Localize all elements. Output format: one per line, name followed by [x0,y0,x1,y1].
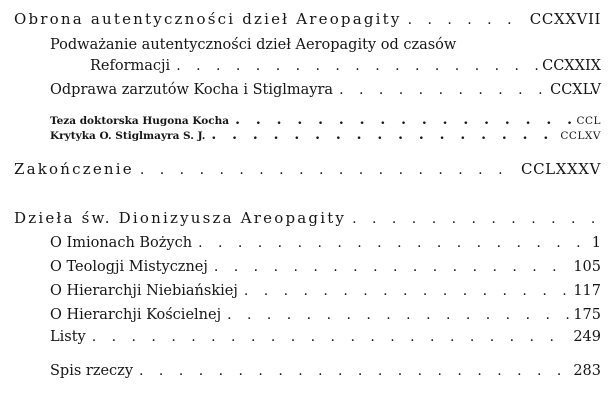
toc-entry-teologja[interactable] [50,259,601,275]
toc-entry-odprawa[interactable] [50,82,601,98]
toc-entry-page: 117 [573,283,601,299]
toc-entry-page: CCL [576,115,601,127]
dot-leader [214,259,569,275]
toc-entry-teza[interactable] [50,112,601,128]
toc-entry-listy[interactable] [50,329,601,345]
toc-entry-podwazanie[interactable] [90,58,601,74]
toc-entry-page: 105 [573,259,601,275]
toc-entry-page: 249 [573,329,601,345]
dot-leader [339,82,546,98]
toc-entry-krytyka[interactable] [50,127,601,143]
dot-leader [140,162,517,178]
toc-entry-page: CCLXV [560,130,601,142]
toc-entry-title: Podważanie autentyczności dzieł Aeropagity od czasów [50,37,457,53]
toc-entry-title: O Teologji Mistycznej [50,259,208,275]
dot-leader [227,307,569,323]
toc-entry-page: 283 [573,363,601,379]
toc-entry-page: 1 [591,235,601,251]
toc-entry-zakonczenie[interactable] [14,160,601,178]
toc-entry-koscielna[interactable] [50,307,601,323]
toc-entry-title: Odprawa zarzutów Kocha i Stiglmayra [50,82,334,98]
toc-entry-title: O Hierarchji Niebiańskiej [50,283,238,299]
toc-entry-title: Krytyka O. Stiglmayra S. J. [50,130,206,142]
dot-leader [211,127,556,143]
toc-entry-obrona[interactable] [14,10,601,28]
toc-entry-dziela[interactable] [14,209,601,227]
toc-entry-page: CCXXVII [529,10,601,28]
dot-leader [408,12,526,28]
toc-entry-title: Spis rzeczy [50,363,134,379]
toc-entry-title: Teza doktorska Hugona Kocha [50,115,230,127]
toc-section-title: Dzieła św. Dionizyusza Areopagity [14,209,347,227]
dot-leader [244,283,569,299]
toc-entry-title-continued: Reformacji [90,58,171,74]
toc-entry-title: Zakończenie [14,160,134,178]
dot-leader [92,329,570,345]
toc-entry-page: CCXXIX [542,58,601,74]
toc-entry-page: CCLXXXV [521,160,601,178]
dot-leader [352,211,601,227]
toc-entry-page: 175 [573,307,601,323]
dot-leader [139,363,569,379]
toc-entry-niebianska[interactable] [50,283,601,299]
toc-entry-title: Listy [50,329,86,345]
dot-leader [235,112,572,128]
dot-leader [198,235,588,251]
toc-entry-imiona[interactable] [50,235,601,251]
toc-entry-podwazanie-line1[interactable] [50,37,456,53]
toc-entry-title: O Imionach Bożych [50,235,193,251]
toc-entry-title: Obrona autentyczności dzieł Areopagity [14,10,402,28]
dot-leader [176,58,538,74]
toc-entry-title: O Hierarchji Kościelnej [50,307,222,323]
toc-entry-spis[interactable] [50,363,601,379]
toc-entry-page: CCXLV [550,82,601,98]
